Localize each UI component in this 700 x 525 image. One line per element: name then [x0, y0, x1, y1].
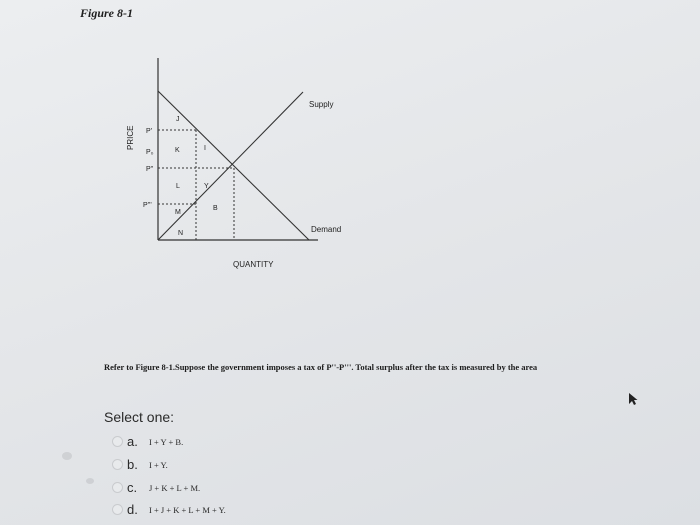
supply-curve	[158, 92, 303, 240]
figure-title: Figure 8-1	[80, 6, 134, 20]
area-label-m: M	[175, 209, 181, 216]
option-b[interactable]	[112, 457, 168, 472]
screen-smudge	[86, 478, 94, 484]
option-a[interactable]	[112, 434, 183, 449]
x-axis-label: QUANTITY	[233, 260, 274, 269]
area-label-j: J	[176, 116, 180, 123]
price-label-2: P₀	[146, 149, 154, 156]
y-axis-label: PRICE	[126, 125, 135, 150]
price-label-3: P"	[146, 166, 154, 173]
option-d[interactable]	[112, 502, 226, 517]
mouse-cursor-icon	[628, 392, 638, 406]
option-letter: d.	[127, 502, 138, 517]
area-label-b: B	[213, 205, 218, 212]
option-text: I + Y.	[149, 459, 168, 470]
area-label-i: I	[204, 145, 206, 152]
option-text: I + J + K + L + M + Y.	[149, 504, 226, 515]
area-label-k: K	[175, 147, 180, 154]
question-text: Refer to Figure 8-1.Suppose the government imposes a tax of P''-P'''. Total surplus after the tax is measured by the area	[104, 362, 538, 372]
radio-icon[interactable]	[112, 459, 123, 470]
select-one-prompt: Select one:	[104, 409, 175, 425]
radio-icon[interactable]	[112, 482, 123, 493]
area-label-l: L	[176, 183, 180, 190]
option-letter: b.	[127, 457, 138, 472]
radio-icon[interactable]	[112, 436, 123, 447]
option-letter: c.	[127, 480, 138, 495]
option-letter: a.	[127, 434, 138, 449]
option-text: I + Y + B.	[149, 436, 184, 447]
supply-label: Supply	[309, 100, 334, 109]
screen-smudge	[62, 452, 72, 460]
demand-label: Demand	[311, 225, 342, 234]
area-label-n: N	[178, 230, 184, 237]
radio-icon[interactable]	[112, 504, 123, 515]
price-label-1: P'	[146, 128, 153, 135]
area-label-y: Y	[204, 183, 209, 190]
option-text: J + K + L + M.	[149, 482, 201, 493]
option-c[interactable]	[112, 480, 200, 495]
price-label-4: P'''	[143, 202, 152, 209]
